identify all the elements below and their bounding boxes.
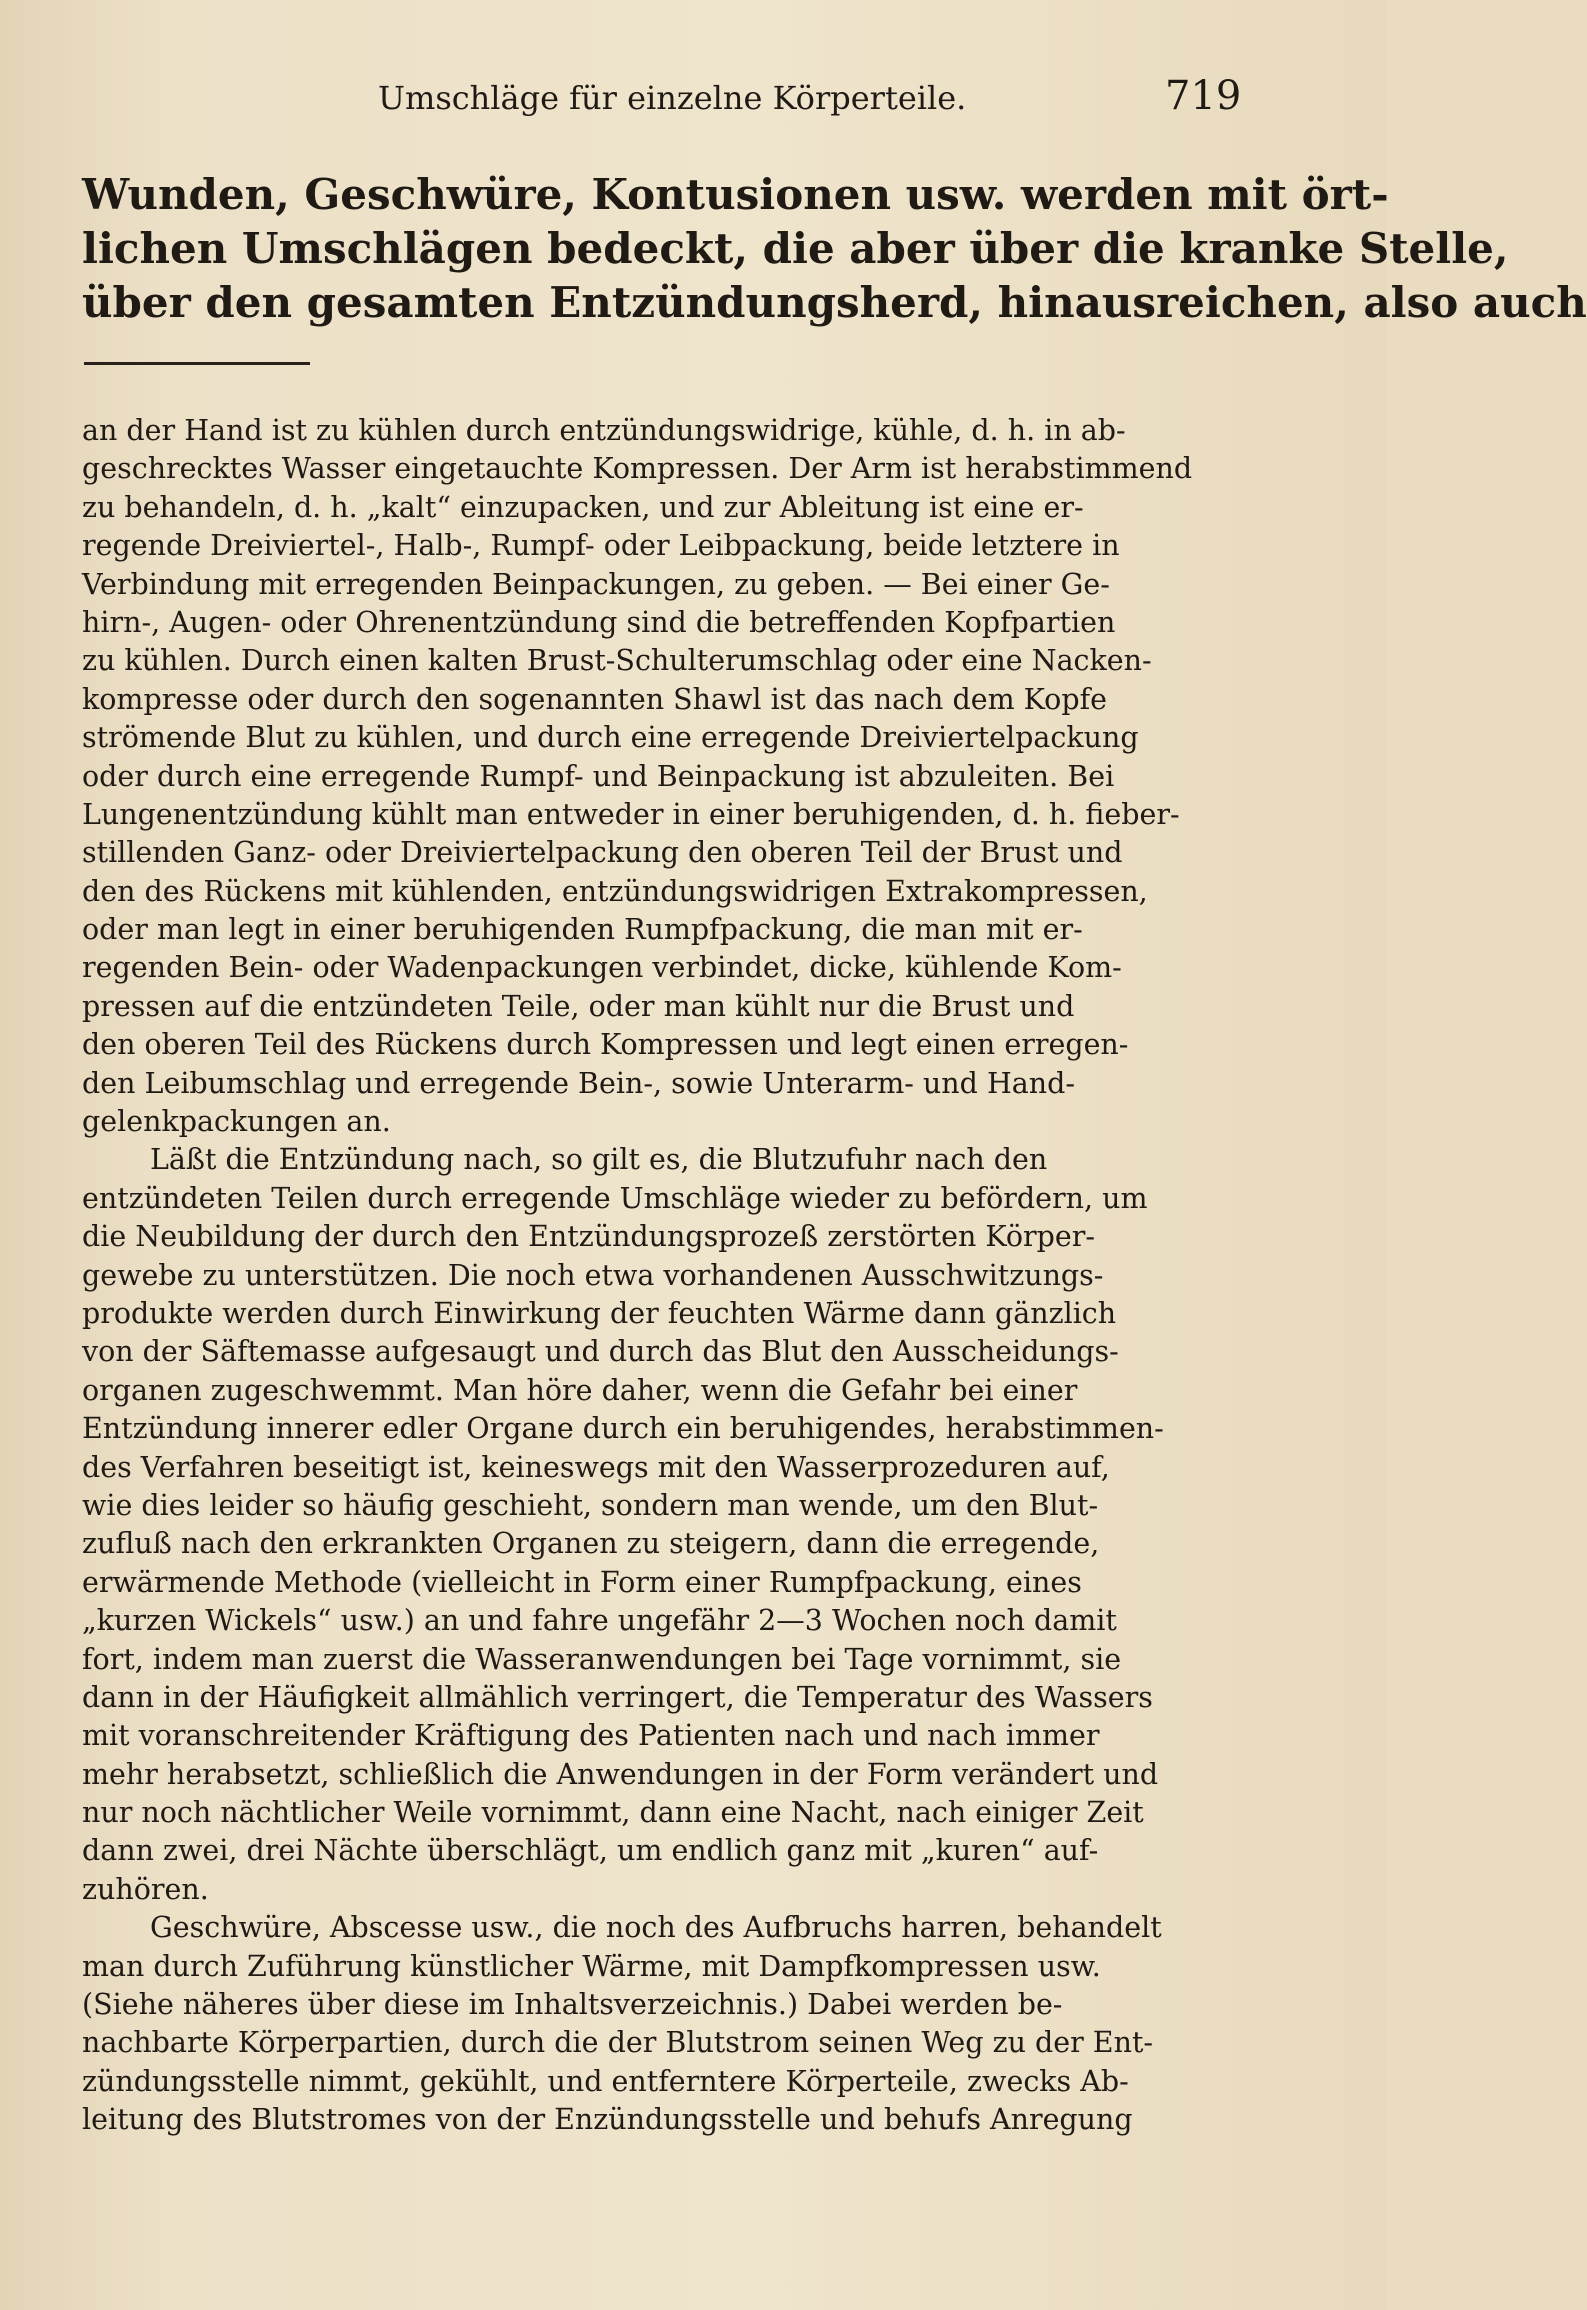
text-line: nachbarte Körperpartien, durch die der Blutstrom seinen Weg zu der Ent-: [82, 2026, 1154, 2060]
text-line: die Neubildung der durch den Entzündungsprozeß zerstörten Körper-: [82, 1220, 1096, 1254]
text-line: lichen Umschlägen bedeckt, die aber über die kranke Stelle,: [82, 224, 1509, 273]
text-line: mehr herabsetzt, schließlich die Anwendungen in der Form verändert und: [82, 1757, 1159, 1791]
text-line: erwärmende Methode (vielleicht in Form einer Rumpfpackung, eines: [82, 1565, 1082, 1599]
text-line: fort, indem man zuerst die Wasseranwendungen bei Tage vornimmt, sie: [82, 1642, 1122, 1676]
text-line: pressen auf die entzündeten Teile, oder man kühlt nur die Brust und: [82, 989, 1075, 1023]
text-line: leitung des Blutstromes von der Enzündungsstelle und behufs Anregung: [82, 2103, 1133, 2137]
text-line: regende Dreiviertel-, Halb-, Rumpf- oder Leibpackung, beide letztere in: [82, 529, 1120, 563]
text-line: man durch Zuführung künstlicher Wärme, mit Dampfkompressen usw.: [82, 1949, 1101, 1983]
text-line: gewebe zu unterstützen. Die noch etwa vorhandenen Ausschwitzungs-: [82, 1258, 1104, 1292]
text-line: entzündeten Teilen durch erregende Umschläge wieder zu befördern, um: [82, 1181, 1148, 1215]
text-line: den Leibumschlag und erregende Bein-, sowie Unterarm- und Hand-: [82, 1066, 1076, 1100]
text-line: oder man legt in einer beruhigenden Rumpfpackung, die man mit er-: [82, 913, 1083, 947]
text-line: Verbindung mit erregenden Beinpackungen, zu geben. — Bei einer Ge-: [82, 567, 1110, 601]
text-line: gelenkpackungen an.: [82, 1105, 391, 1139]
lead-paragraph: [82, 168, 1587, 330]
text-line: hirn-, Augen- oder Ohrenentzündung sind die betreffenden Kopfpartien: [82, 605, 1116, 639]
running-head: Umschläge für einzelne Körperteile.: [378, 79, 967, 117]
text-line: über den gesamten Entzündungsherd, hinausreichen, also auch: [82, 278, 1587, 327]
text-line: von der Säftemasse aufgesaugt und durch das Blut den Ausscheidungs-: [82, 1335, 1119, 1369]
text-line: strömende Blut zu kühlen, und durch eine erregende Dreiviertelpackung: [82, 721, 1139, 755]
page-number: 719: [1165, 73, 1242, 119]
text-line: (Siehe näheres über diese im Inhaltsverzeichnis.) Dabei werden be-: [82, 1988, 1063, 2022]
paragraph-start-line: Geschwüre, Abscesse usw., die noch des Aufbruchs harren, behandelt: [150, 1911, 1162, 1945]
text-line: Lungenentzündung kühlt man entweder in einer beruhigenden, d. h. fieber-: [82, 797, 1180, 831]
text-line: an der Hand ist zu kühlen durch entzündungswidrige, kühle, d. h. in ab-: [82, 414, 1126, 447]
text-line: oder durch eine erregende Rumpf- und Beinpackung ist abzuleiten. Bei: [82, 759, 1115, 793]
text-line: stillenden Ganz- oder Dreiviertelpackung den oberen Teil der Brust und: [82, 836, 1123, 870]
text-line: zufluß nach den erkrankten Organen zu steigern, dann die erregende,: [82, 1527, 1100, 1561]
text-line: mit voranschreitender Kräftigung des Patienten nach und nach immer: [82, 1719, 1100, 1753]
text-line: wie dies leider so häufig geschieht, sondern man wende, um den Blut-: [82, 1488, 1099, 1522]
text-line: kompresse oder durch den sogenannten Shawl ist das nach dem Kopfe: [82, 682, 1107, 716]
text-line: organen zugeschwemmt. Man höre daher, wenn die Gefahr bei einer: [82, 1373, 1078, 1407]
text-line: den des Rückens mit kühlenden, entzündungswidrigen Extrakompressen,: [82, 874, 1148, 908]
paragraph-start-line: Läßt die Entzündung nach, so gilt es, die Blutzufuhr nach den: [150, 1143, 1048, 1177]
text-line: produkte werden durch Einwirkung der feuchten Wärme dann gänzlich: [82, 1296, 1117, 1330]
footnote-rule: [84, 362, 310, 365]
text-line: Wunden, Geschwüre, Kontusionen usw. werden mit ört-: [82, 170, 1389, 219]
text-line: zu behandeln, d. h. „kalt“ einzupacken, und zur Ableitung ist eine er-: [82, 490, 1084, 524]
text-line: den oberen Teil des Rückens durch Kompressen und legt einen erregen-: [82, 1028, 1129, 1062]
text-line: Entzündung innerer edler Organe durch ein beruhigendes, herabstimmen-: [82, 1412, 1164, 1446]
text-line: zu kühlen. Durch einen kalten Brust-Schulterumschlag oder eine Nacken-: [82, 644, 1152, 678]
text-line: geschrecktes Wasser eingetauchte Kompressen. Der Arm ist herabstimmend: [82, 452, 1193, 486]
text-line: zündungsstelle nimmt, gekühlt, und entferntere Körperteile, zwecks Ab-: [82, 2064, 1129, 2098]
text-line: regenden Bein- oder Wadenpackungen verbindet, dicke, kühlende Kom-: [82, 951, 1122, 985]
text-line: dann in der Häufigkeit allmählich verringert, die Temperatur des Wassers: [82, 1680, 1153, 1714]
text-line: nur noch nächtlicher Weile vornimmt, dann eine Nacht, nach einiger Zeit: [82, 1796, 1144, 1830]
footnote-text: [82, 412, 1254, 2140]
text-line: des Verfahren beseitigt ist, keineswegs mit den Wasserprozeduren auf,: [82, 1450, 1110, 1484]
text-line: dann zwei, drei Nächte überschlägt, um endlich ganz mit „kuren“ auf-: [82, 1834, 1099, 1868]
text-line: „kurzen Wickels“ usw.) an und fahre ungefähr 2—3 Wochen noch damit: [82, 1604, 1117, 1638]
text-line: zuhören.: [82, 1872, 209, 1906]
